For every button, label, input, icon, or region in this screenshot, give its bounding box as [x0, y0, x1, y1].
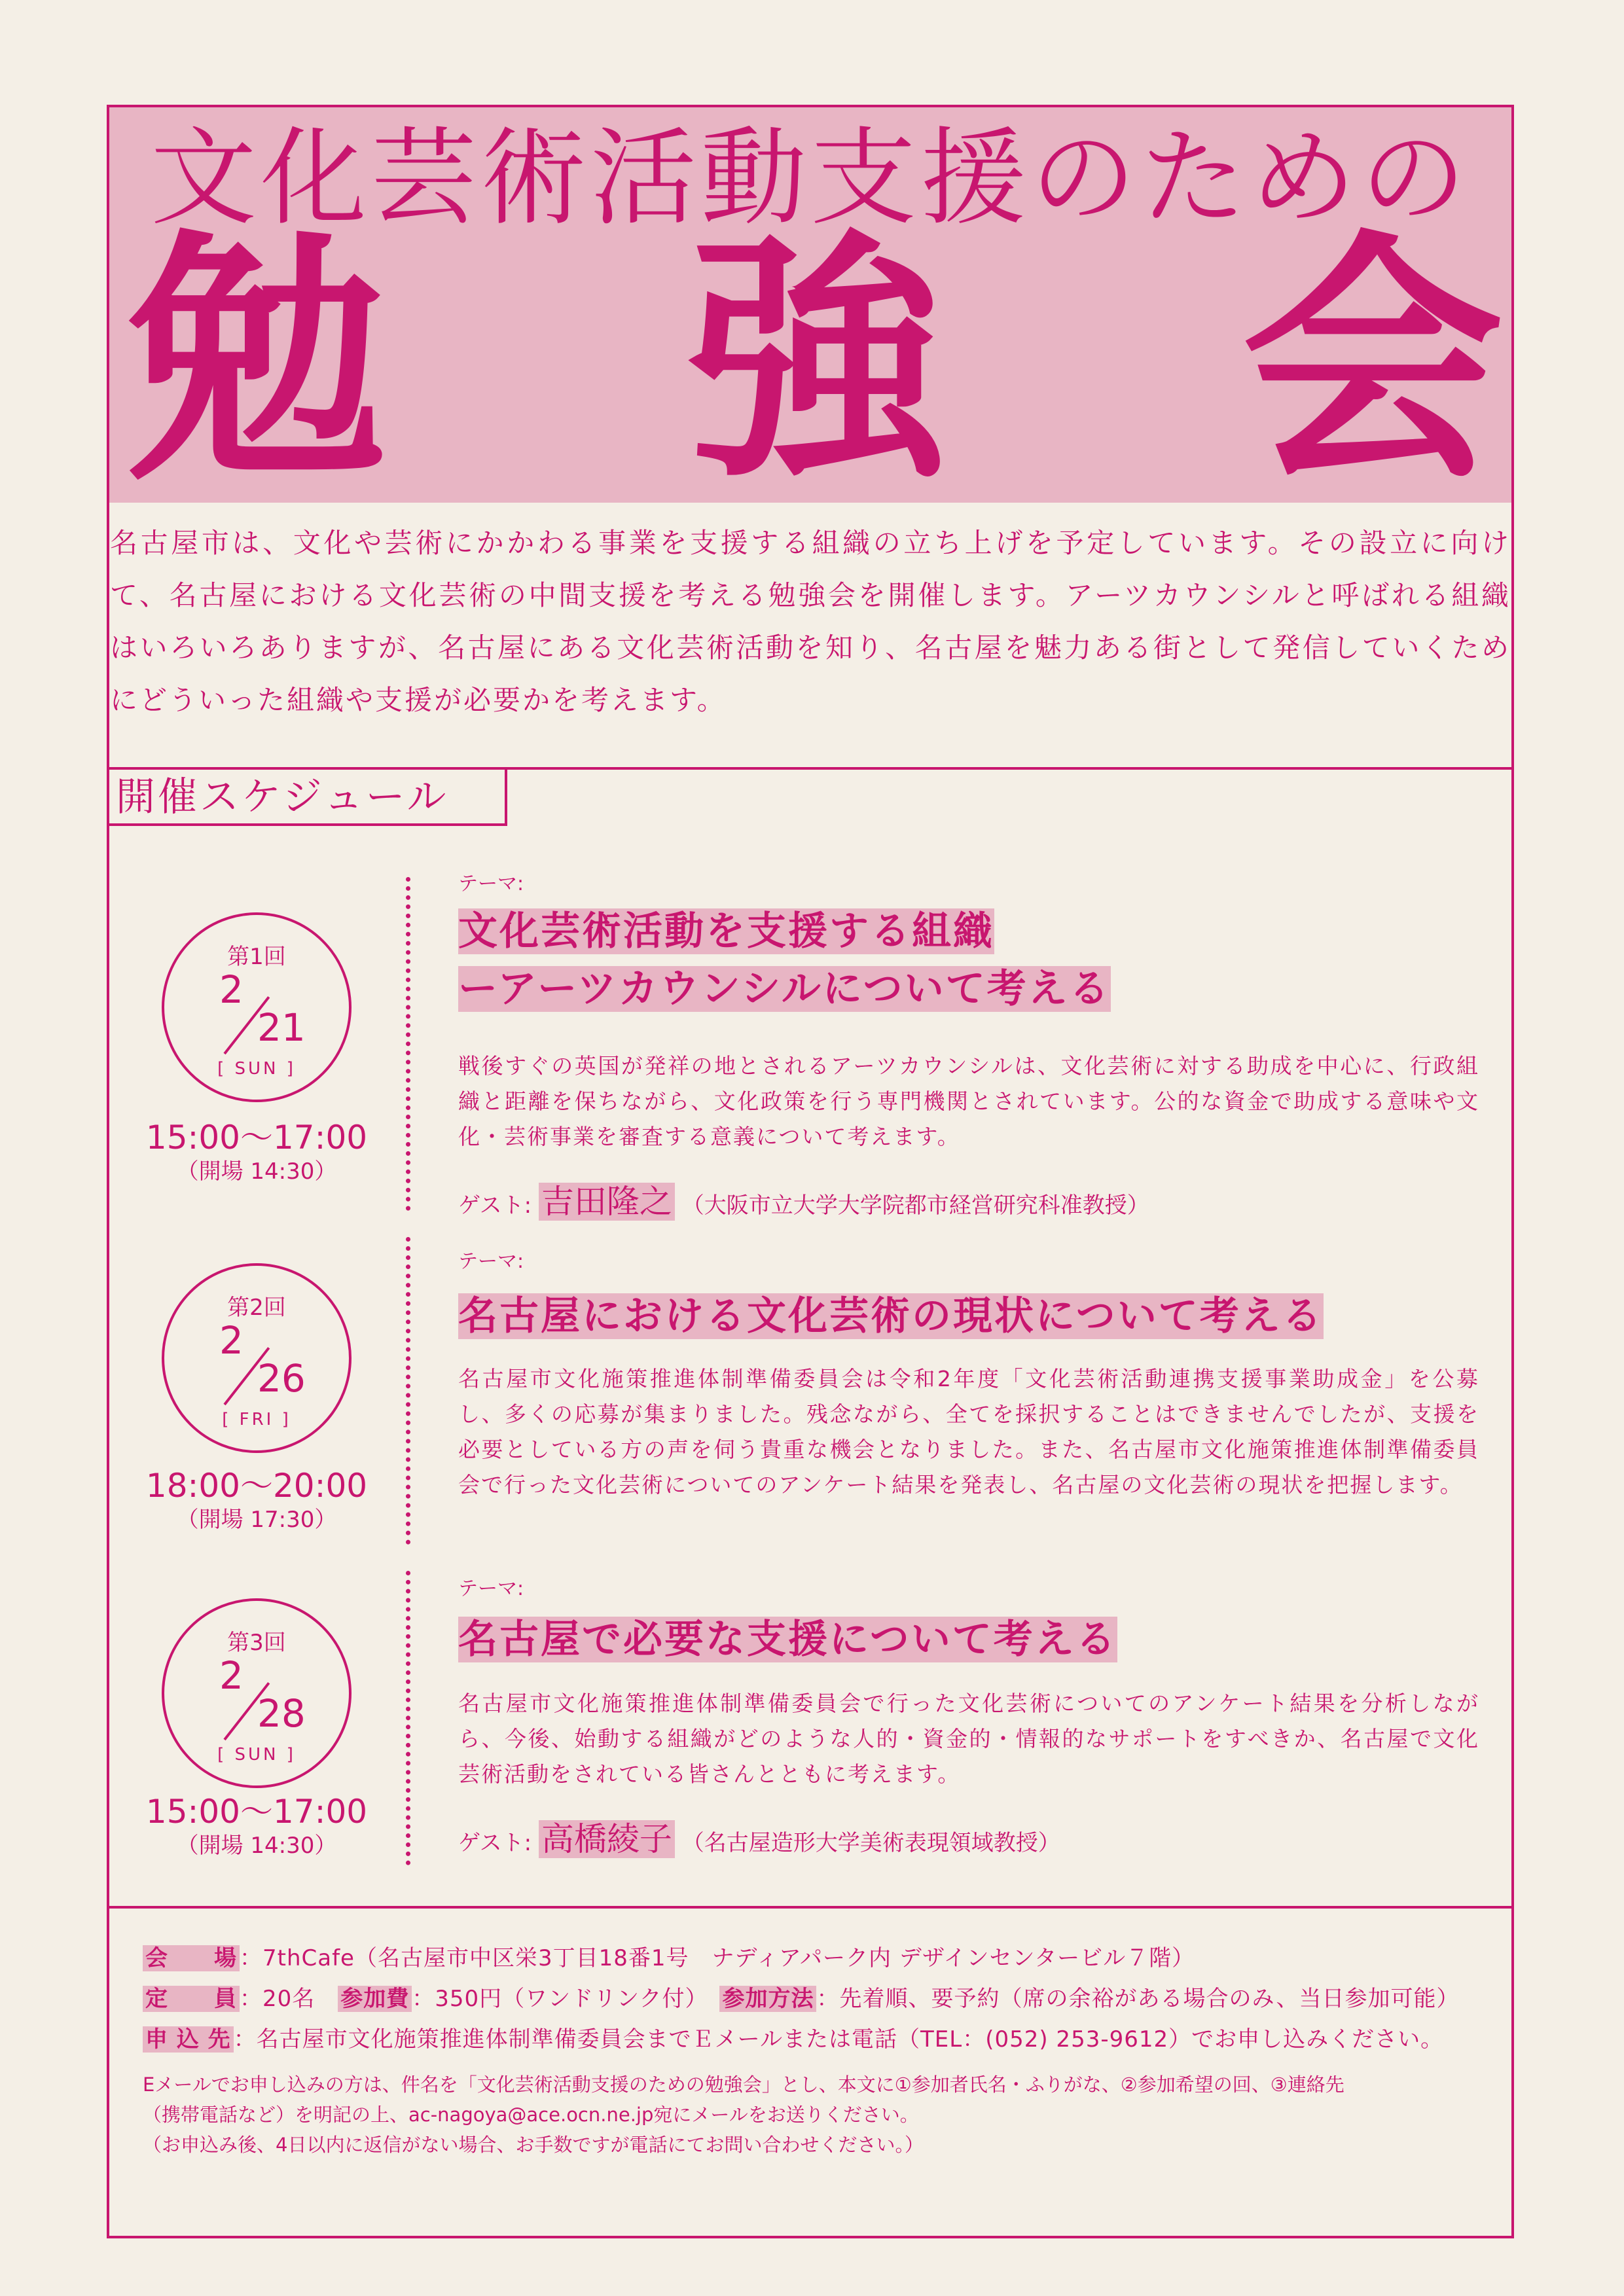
- session-weekday: [ SUN ]: [217, 1059, 296, 1079]
- venue-label: 会 場: [143, 1945, 240, 1971]
- session-number: 第3回: [227, 1630, 286, 1656]
- session-3-time: 15:00〜17:00: [145, 1793, 368, 1831]
- session-3-open: （開場 14:30）: [176, 1833, 337, 1859]
- divider-bottom: [107, 1906, 1514, 1909]
- session-1-date-circle: [162, 912, 352, 1102]
- title-char-1: 勉: [126, 210, 388, 514]
- session-weekday: [ SUN ]: [217, 1745, 296, 1765]
- note-line-2: （携帯電話など）を明記の上、ac-nagoya@ace.ocn.ne.jp宛にメールをお送りください。: [143, 2104, 919, 2126]
- fee-label: 参加費: [338, 1986, 412, 2012]
- session-3-description: 名古屋市文化施策推進体制準備委員会で行った文化芸術についてのアンケート結果を分析しながら、今後、始動する組織がどのような人的・資金的・情報的なサポートをすべきか、名古屋で文化芸術活動をされている皆さんとともに考えます。: [458, 1691, 1479, 1787]
- session-3-theme-label: テーマ:: [458, 1577, 524, 1600]
- guest-title: （名古屋造形大学美術表現領域教授）: [681, 1830, 1060, 1856]
- intro-text: 名古屋市は、文化や芸術にかかわる事業を支援する組織の立ち上げを予定しています。その設立に向けて、名古屋における文化芸術の中間支援を考える勉強会を開催します。アーツカウンシルと呼ばれる組織はいろいろありますが、名古屋にある文化芸術活動を知り、名古屋を魅力ある街として発信していくためにどういった組織や支援が必要かを考えます。: [110, 527, 1511, 716]
- session-2-description: 名古屋市文化施策推進体制準備委員会は令和2年度「文化芸術活動連携支援事業助成金」を公募し、多くの応募が集まりました。残念ながら、全てを採択することはできませんでしたが、支援を必要としている方の声を伺う貴重な機会となりました。また、名古屋市文化施策推進体制準備委員会で行った文化芸術についてのアンケート結果を発表し、名古屋の文化芸術の現状を把握します。: [458, 1366, 1479, 1498]
- session-1-description: 戦後すぐの英国が発祥の地とされるアーツカウンシルは、文化芸術に対する助成を中心に、行政組織と距離を保ちながら、文化政策を行う専門機関とされています。公的な資金で助成する意味や文化・芸術事業を審査する意義について考えます。: [458, 1053, 1479, 1149]
- note-line-3: （お申込み後、4日以内に返信がない場合、お手数ですが電話にてお問い合わせください。）: [143, 2134, 924, 2156]
- session-month: 2: [219, 967, 244, 1012]
- method-label: 参加方法: [719, 1986, 816, 2012]
- capacity-value: ：20名: [240, 1986, 338, 2012]
- title-char-2: 強: [685, 210, 947, 514]
- capacity-row: [143, 1981, 1460, 2013]
- title-char-3: 会: [1242, 210, 1504, 514]
- session-2-time: 18:00〜20:00: [145, 1467, 368, 1505]
- session-1-open: （開場 14:30）: [176, 1158, 337, 1185]
- session-2-theme-line1: 名古屋における文化芸術の現状について考える: [458, 1293, 1324, 1339]
- venue-row: [143, 1940, 1195, 1972]
- session-1-theme-line2: ーアーツカウンシルについて考える: [458, 966, 1111, 1012]
- session-2-open: （開場 17:30）: [176, 1507, 337, 1533]
- session-2-date-circle: [162, 1263, 352, 1453]
- session-weekday: [ FRI ]: [222, 1410, 291, 1429]
- guest-label: ゲスト:: [458, 1193, 532, 1219]
- apply-row: [143, 2021, 1443, 2053]
- fee-value: ：350円（ワンドリンク付）: [412, 1986, 720, 2012]
- apply-value: ：名古屋市文化施策推進体制準備委員会までＥメールまたは電話（TEL：(052) 253-9612）でお申し込みください。: [233, 2026, 1444, 2053]
- session-day: 28: [257, 1691, 306, 1736]
- session-month: 2: [219, 1653, 244, 1698]
- email-note: [143, 2070, 1491, 2160]
- guest-label: ゲスト:: [458, 1830, 532, 1856]
- session-number: 第2回: [227, 1295, 286, 1321]
- note-line-1: Eメールでお申し込みの方は、件名を「文化芸術活動支援のための勉強会」とし、本文に①参加者氏名・ふりがな、②参加希望の回、③連絡先: [143, 2073, 1344, 2096]
- method-value: ：先着順、要予約（席の余裕がある場合のみ、当日参加可能）: [816, 1986, 1460, 2012]
- schedule-label: 開催スケジュール: [107, 767, 507, 826]
- session-3-theme-line1: 名古屋で必要な支援について考える: [458, 1617, 1117, 1662]
- session-day: 21: [257, 1005, 306, 1050]
- session-1-theme-label: テーマ:: [458, 872, 524, 895]
- session-1-guest: [458, 1175, 1149, 1223]
- session-1-time: 15:00〜17:00: [145, 1119, 368, 1157]
- session-1-theme-line1: 文化芸術活動を支援する組織: [458, 908, 994, 954]
- session-number: 第1回: [227, 944, 286, 970]
- capacity-label: 定 員: [143, 1986, 240, 2012]
- session-month: 2: [219, 1318, 244, 1363]
- apply-label: 申 込 先: [143, 2026, 234, 2053]
- guest-name: 吉田隆之: [539, 1183, 675, 1221]
- guest-title: （大阪市立大学大学院都市経営研究科准教授）: [681, 1193, 1149, 1219]
- title-line1: 文化芸術活動支援のための: [151, 117, 1470, 240]
- venue-value: ：7thCafe（名古屋市中区栄3丁目18番1号 ナディアパーク内 デザインセンタービル７階）: [240, 1945, 1195, 1971]
- session-2-theme-label: テーマ:: [458, 1250, 524, 1273]
- session-3-guest: [458, 1813, 1060, 1860]
- session-day: 26: [257, 1356, 306, 1401]
- title-banner: [109, 107, 1511, 514]
- guest-name: 高橋綾子: [539, 1820, 675, 1858]
- session-3-date-circle: [162, 1598, 352, 1788]
